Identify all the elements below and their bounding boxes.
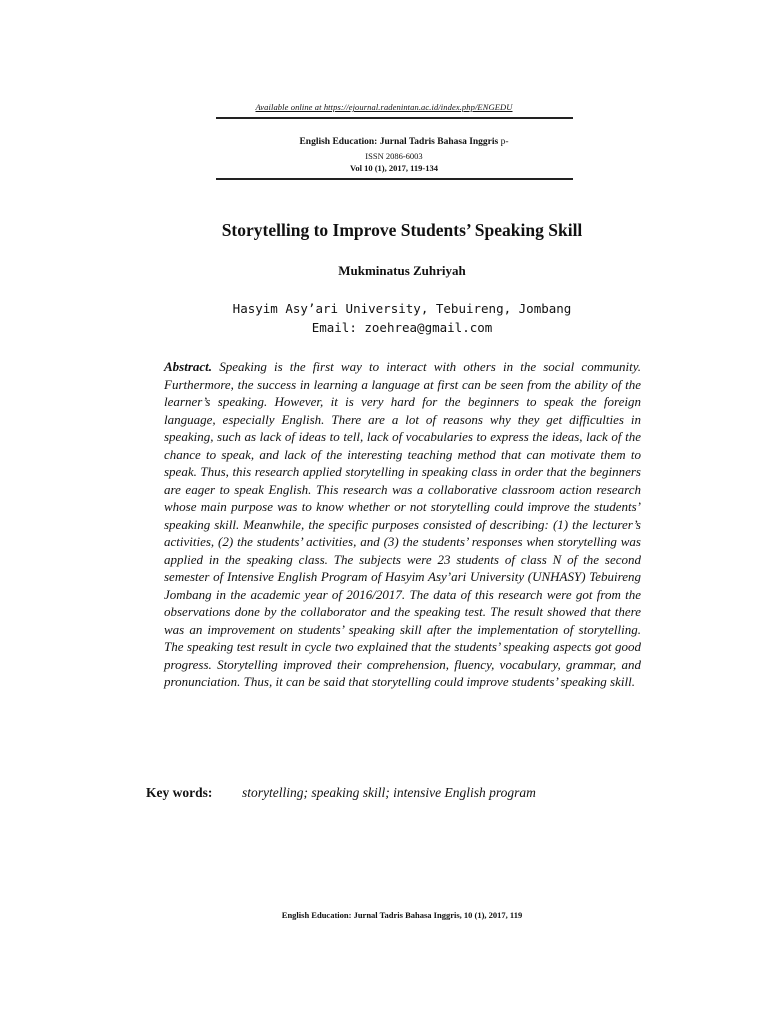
article-author: Mukminatus Zuhriyah xyxy=(338,263,466,278)
keywords-value: storytelling; speaking skill; intensive English program xyxy=(242,785,536,800)
header-bottom-rule xyxy=(216,178,573,180)
author-email: Email: zoehrea@gmail.com xyxy=(311,320,493,335)
journal-issn: ISSN 2086-6003 xyxy=(365,151,423,161)
article-title: Storytelling to Improve Students’ Speaking Skill xyxy=(221,220,583,240)
author-affiliation-block xyxy=(0,299,768,337)
available-online-link[interactable]: Available online at https://ejournal.radenintan.ac.id/index.php/ENGEDU xyxy=(255,102,513,112)
page-footer: English Education: Jurnal Tadris Bahasa Inggris, 10 (1), 2017, 119 xyxy=(281,910,523,920)
abstract-text: Speaking is the first way to interact with others in the social community. Furthermore, the success in learning a language at first can be seen from the ability of the learner’s speaking. However, it is very hard for the beginners to speak the foreign language, especially English. There are a lot of reasons why they get difficulties in speaking, such as lack of ideas to tell, lack of vocabularies to express the ideas, lack of the chance to speak, and lack of the interesting teaching method that can motivate them to speak. Thus, this research applied storytelling in speaking class in order that the beginners are eager to speak English. This research was a collaborative classroom action research whose main purpose was to know whether or not storytelling could improve the students’ speaking skill. Meanwhile, the specific purposes consisted of describing: (1) the lecturer’s activities, (2) the students’ activities, and (3) the students’ responses when storytelling was applied in the speaking class. The subjects were 23 students of class N of the second semester of Intensive English Program of Hasyim Asy’ari University (UNHASY) Tebuireng Jombang in the academic year of 2016/2017. The data of this research were got from the observations done by the collaborator and the speaking test. The result showed that there was an improvement on students’ speaking skill after the implementation of storytelling. The speaking test result in cycle two explained that the students’ speaking aspects got good progress. Storytelling improved their comprehension, fluency, vocabulary, grammar, and pronunciation. Thus, it can be said that storytelling could improve students’ speaking skill. xyxy=(164,359,641,689)
keywords xyxy=(146,785,666,801)
journal-name xyxy=(0,137,768,147)
keywords-label: Key words: xyxy=(146,785,213,800)
journal-volume: Vol 10 (1), 2017, 119-134 xyxy=(350,163,438,173)
journal-name-suffix: p- xyxy=(498,137,509,147)
abstract xyxy=(164,358,641,691)
journal-name-text: English Education: Jurnal Tadris Bahasa Inggris xyxy=(299,137,499,147)
header-top-rule xyxy=(216,117,573,119)
author-affiliation: Hasyim Asy’ari University, Tebuireng, Jombang xyxy=(232,301,572,316)
abstract-label: Abstract. xyxy=(164,359,213,374)
